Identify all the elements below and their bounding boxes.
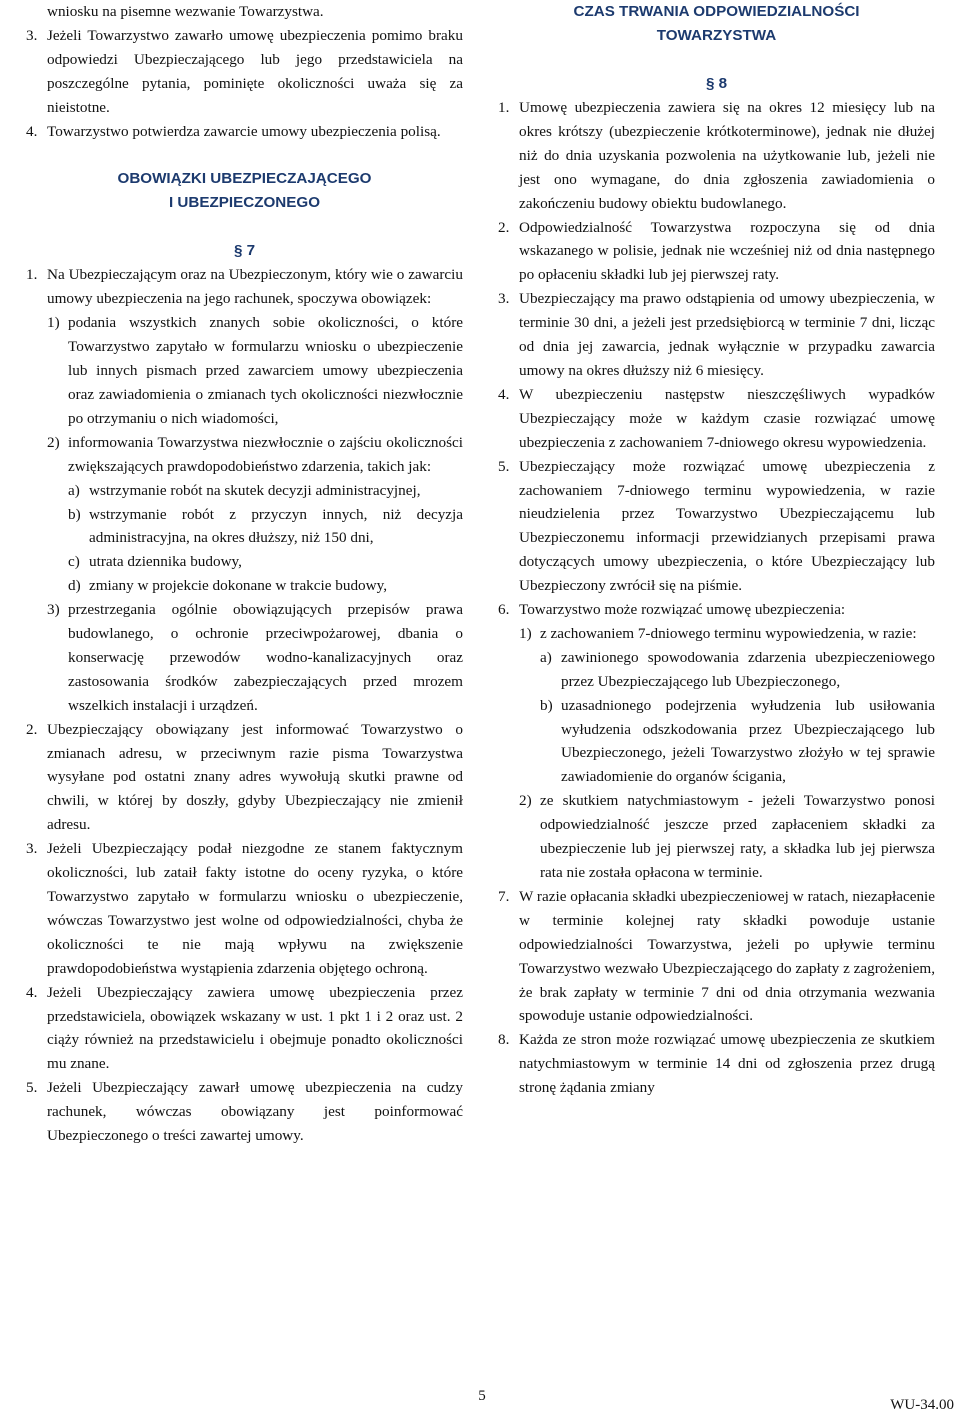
item-text: Na Ubezpieczającym oraz na Ubezpieczonym, który wie o zawarciu umowy ubezpieczenia na jego rachunek, spoczywa obowiązek: — [47, 266, 463, 308]
list-item — [26, 24, 463, 120]
document-code: WU-34.00 — [890, 1397, 954, 1413]
list-item — [498, 885, 935, 1028]
item-text: zmiany w projekcie dokonane w trakcie budowy, — [89, 577, 388, 595]
item-text: wstrzymanie robót na skutek decyzji administracyjnej, — [89, 481, 421, 499]
list-item — [26, 431, 463, 479]
list-item — [26, 718, 463, 838]
item-number: 4. — [498, 385, 510, 403]
page-number: 5 — [478, 1388, 486, 1404]
item-text: W ubezpieczeniu następstw nieszczęśliwych wypadków Ubezpieczający może w każdym czasie rozwiązać umowę ubezpieczenia z zachowaniem 7-dniowego okresu wypowiedzenia. — [519, 385, 935, 451]
left-items-list — [26, 263, 463, 1148]
list-item — [26, 837, 463, 980]
spacer — [26, 143, 463, 167]
item-number: 3. — [26, 26, 38, 44]
list-item — [498, 622, 935, 646]
item-text: Odpowiedzialność Towarzystwa rozpoczyna się od dnia wskazanego w polisie, jednak nie wcześniej niż od dnia następnego po opłaceniu składki lub jej pierwszej raty. — [519, 218, 935, 284]
spacer — [498, 48, 935, 72]
paragraph-number-7: § 7 — [233, 242, 256, 260]
section-heading-obligations-line2: I UBEZPIECZONEGO — [168, 194, 321, 212]
item-number: 2. — [26, 720, 38, 738]
list-item — [26, 598, 463, 718]
left-column — [26, 0, 463, 1148]
left-intro-list — [26, 0, 463, 143]
item-number: 5. — [26, 1079, 38, 1097]
list-item — [26, 503, 463, 551]
item-text: zawinionego spowodowania zdarzenia ubezpieczeniowego przez Ubezpieczającego lub Ubezpieczonego, — [561, 648, 935, 690]
item-number: 2) — [47, 433, 60, 451]
item-number: a) — [540, 648, 552, 666]
item-text: Ubezpieczający obowiązany jest informować Towarzystwo o zmianach adresu, w przeciwnym razie pisma Towarzystwa wysyłane pod ostatni znany adres wywołują skutki prawne od chwili, w której by doszły, gdyby Ubezpieczający nie zmienił adresu. — [47, 720, 463, 834]
section-heading-duration-line2: TOWARZYSTWA — [656, 27, 777, 44]
item-text: Jeżeli Ubezpieczający zawarł umowę ubezpieczenia na cudzy rachunek, wówczas obowiązany jest poinformować Ubezpieczonego o treści zawartej umowy. — [47, 1079, 463, 1145]
item-number: 1) — [519, 624, 532, 642]
list-item — [26, 120, 463, 144]
list-item — [26, 1076, 463, 1148]
item-number: 7. — [498, 887, 510, 905]
item-number: a) — [68, 481, 80, 499]
section-heading-duration: CZAS TRWANIA ODPOWIEDZIALNOŚCI — [573, 3, 860, 20]
item-number: 1. — [498, 99, 510, 116]
item-number: 6. — [498, 601, 510, 619]
item-number: 8. — [498, 1031, 510, 1049]
paragraph-number-8: § 8 — [705, 75, 728, 92]
item-number: d) — [68, 577, 81, 595]
item-text: uzasadnionego podejrzenia wyłudzenia lub usiłowania wyłudzenia odszkodowania przez Ubezpieczającego lub Ubezpieczonego, jeżeli Towarzystwo złożyło w tej sprawie zawiadomienie do organów ścigania, — [561, 696, 935, 786]
item-text: z zachowaniem 7-dniowego terminu wypowiedzenia, w razie: — [540, 624, 917, 642]
item-text: Ubezpieczający ma prawo odstąpienia od umowy ubezpieczenia, w terminie 30 dni, a jeżeli jest przedsiębiorcą w terminie 7 dni, licząc od dnia jej zawarcia, jednak wyłącznie w przypadku zawarcia umowy na okres dłuższy niż 6 miesięcy. — [519, 290, 935, 379]
item-text: Jeżeli Ubezpieczający podał niezgodne ze stanem faktycznym okoliczności, lub zataił fakty istotne do oceny ryzyka, o które Towarzystwo zapytało w formularzu wniosku o ubezpieczenie, wówczas Towarzystwo jest wolne od odpowiedzialności, chyba że okoliczności te nie mają wpływu na zwiększenie prawdopodobieństwa wystąpienia zdarzenia objętego ochroną. — [47, 840, 463, 977]
list-item — [498, 646, 935, 694]
right-items-list — [498, 96, 935, 1100]
list-item — [26, 550, 463, 574]
item-number: 5. — [498, 457, 510, 475]
list-item — [498, 383, 935, 455]
list-item — [498, 1028, 935, 1100]
list-item — [26, 311, 463, 431]
item-text: Jeżeli Ubezpieczający zawiera umowę ubezpieczenia przez przedstawiciela, obowiązek wskazany w ust. 1 pkt 1 i 2 oraz ust. 2 ciąży również na przedstawicielu i obejmuje ponadto okoliczności mu znane. — [47, 983, 463, 1073]
item-number: 1. — [26, 266, 38, 284]
list-item — [26, 0, 463, 24]
item-text: Towarzystwo może rozwiązać umowę ubezpieczenia: — [519, 601, 846, 619]
item-text: wstrzymanie robót z przyczyn innych, niż decyzja administracyjna, na okres dłuższy, niż 150 dni, — [89, 505, 463, 547]
list-item — [498, 216, 935, 288]
item-number: 2. — [498, 218, 510, 236]
item-number: 3. — [498, 290, 510, 308]
item-text: wniosku na pisemne wezwanie Towarzystwa. — [47, 3, 324, 20]
list-item — [498, 287, 935, 383]
list-item — [26, 479, 463, 503]
section-heading-obligations: OBOWIĄZKI UBEZPIECZAJĄCEGO — [117, 170, 372, 188]
list-item — [26, 981, 463, 1077]
list-item — [498, 455, 935, 598]
item-text: W razie opłacania składki ubezpieczeniowej w ratach, niezapłacenie w terminie kolejnej raty składki powoduje ustanie odpowiedzialności Towarzystwa, jeżeli po upływie terminu Towarzystwo wezwało Ubezpieczającego do zapłaty z zagrożeniem, że brak zapłaty w terminie 7 dni od dnia otrzymania wezwania spowoduje ustanie odpowiedzialności. — [519, 887, 935, 1025]
item-number: 4. — [26, 122, 38, 140]
item-number: 1) — [47, 314, 60, 332]
item-text: podania wszystkich znanych sobie okoliczności, o które Towarzystwo zapytało w formularzu wniosku o ubezpieczenie lub innych pismach przed zawarciem umowy ubezpieczenia oraz zawiadomienia o zmianach tych okoliczności niezwłocznie po otrzymaniu o nich wiadomości, — [68, 314, 463, 427]
item-number: 2) — [519, 792, 532, 810]
item-number: 4. — [26, 983, 38, 1001]
item-number: b) — [68, 505, 81, 523]
item-text: Jeżeli Towarzystwo zawarło umowę ubezpieczenia pomimo braku odpowiedzi Ubezpieczającego lub jego przedstawiciela na poszczególne pytania, pominięte okoliczności uważa się za nieistotne. — [47, 26, 463, 116]
right-column — [498, 0, 935, 1100]
item-number: 3) — [47, 601, 60, 619]
item-text: Towarzystwo potwierdza zawarcie umowy ubezpieczenia polisą. — [47, 122, 441, 140]
item-text: utrata dziennika budowy, — [89, 553, 242, 571]
item-text: przestrzegania ogólnie obowiązujących przepisów prawa budowlanego, o ochronie przeciwpożarowej, dbania o konserwację przewodów wodno-kanalizacyjnych oraz zastosowania środków zabezpieczających przed mrozem wszelkich instalacji i urządzeń. — [68, 601, 463, 714]
item-text: informowania Towarzystwa niezwłocznie o zajściu okoliczności zwiększających prawdopodobieństwo zdarzenia, takich jak: — [68, 433, 463, 475]
item-text: Każda ze stron może rozwiązać umowę ubezpieczenia ze skutkiem natychmiastowym w terminie 14 dni od zgłoszenia przez drugą stronę żądania zmiany — [519, 1031, 935, 1097]
list-item — [498, 789, 935, 885]
item-text: Ubezpieczający może rozwiązać umowę ubezpieczenia z zachowaniem 7-dniowego terminu wypowiedzenia, w razie nieudzielenia przez Towarzystwo Ubezpieczającemu lub Ubezpieczonemu informacji przewidzianych przepisami prawa dotyczących umowy ubezpieczenia, o które Ubezpieczający lub Ubezpieczony zwrócił się na piśmie. — [519, 457, 935, 595]
item-number: c) — [68, 553, 80, 571]
spacer — [26, 215, 463, 239]
item-number: 3. — [26, 840, 38, 858]
item-text: Umowę ubezpieczenia zawiera się na okres 12 miesięcy lub na okres krótszy (ubezpieczenie krótkoterminowe), jednak nie dłużej niż do dnia uzyskania pozwolenia na użytkowanie lub, jeżeli nie jest ono wymagane, do dnia zgłoszenia zawiadomienia o zakończeniu budowy obiektu budowlanego. — [519, 99, 935, 212]
item-number: b) — [540, 696, 553, 714]
list-item — [498, 96, 935, 216]
list-item — [498, 598, 935, 622]
list-item — [26, 574, 463, 598]
list-item — [498, 694, 935, 790]
list-item — [26, 263, 463, 311]
item-text: ze skutkiem natychmiastowym - jeżeli Towarzystwo ponosi odpowiedzialność jeszcze przed zapłaceniem składki za ubezpieczenie lub jej pierwszej raty, a składka lub jej pierwsza rata nie została opłacona w terminie. — [540, 792, 935, 881]
